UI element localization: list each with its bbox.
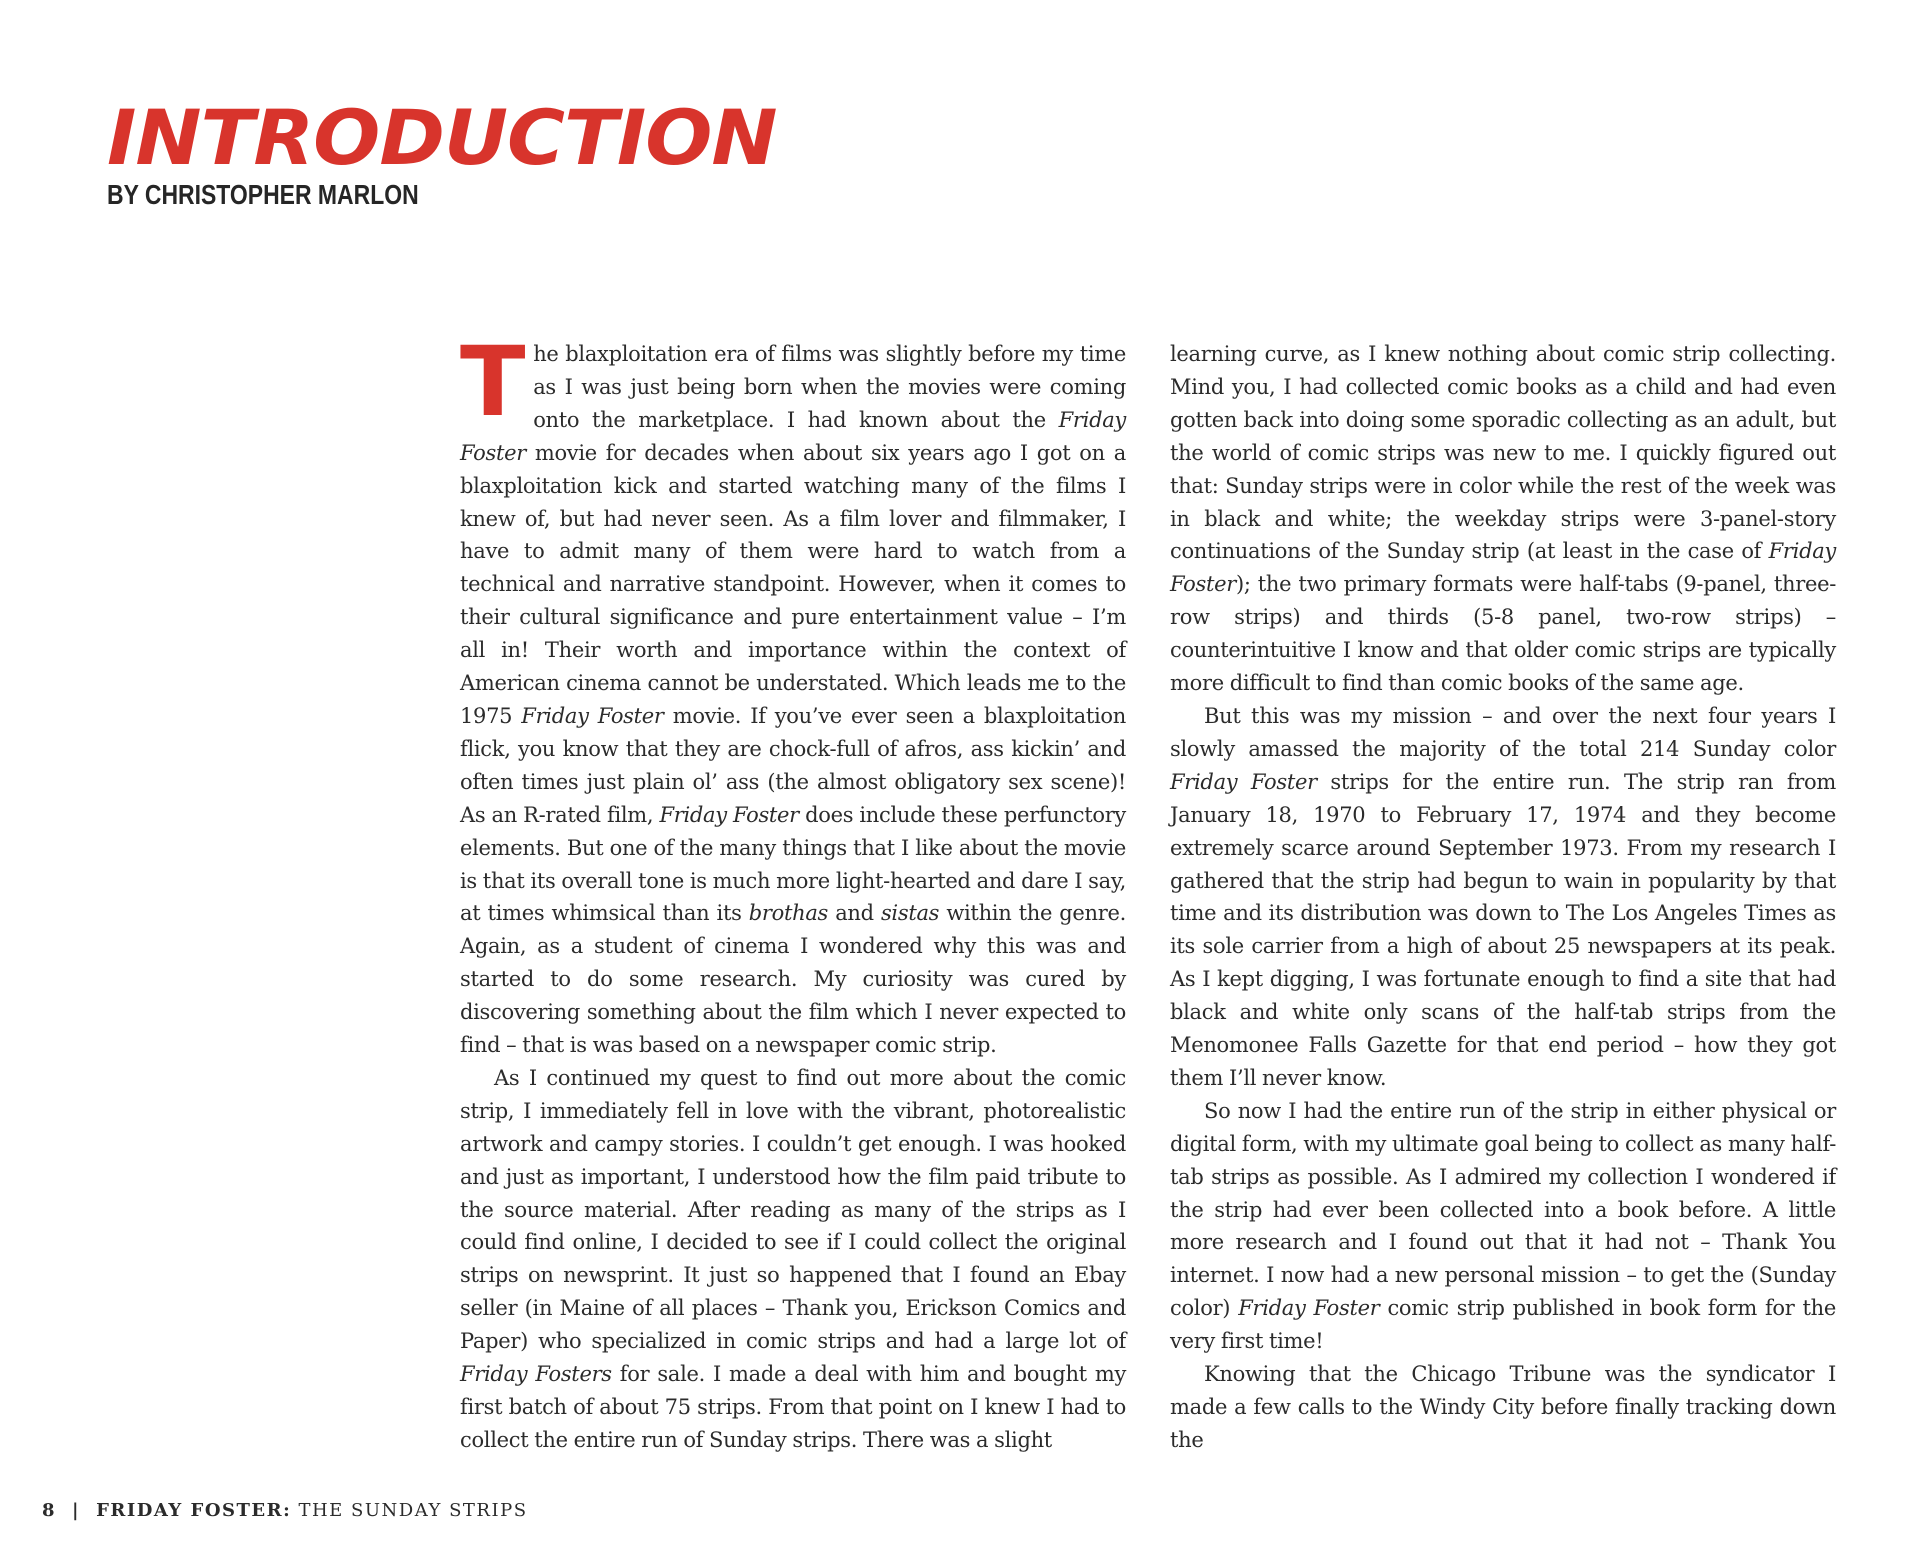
paragraph <box>1170 1358 1836 1457</box>
italic-text: Friday Foster <box>659 802 799 827</box>
article-body <box>460 326 1836 1457</box>
text-run: for sale. I made a deal with him and bought my first batch of about 75 strips. From that point on I knew I had to collect the entire run of Sunday strips. There was a slight <box>460 1362 1127 1452</box>
text-run: So now I had the entire run of the strip in either physical or digital form, with my ultimate goal being to collect as many half-tab strips as possible. As I admired my collection I wondered if the strip had ever been collected into a book before. A little more research and I found out that it had not – Thank You internet. I now had a new personal mission – to get the (Sunday color) <box>1170 1098 1836 1321</box>
text-run: ); the two primary formats were half-tabs (9-panel, three-row strips) and thirds (5-8 panel, two-row strips) – counterintuitive I know and that older comic strips are typically more difficult to find than comic books of the same age. <box>1170 572 1836 696</box>
italic-text: sistas <box>880 901 940 926</box>
page-footer <box>42 1500 528 1521</box>
text-run: movie for decades when about six years ago I got on a blaxploitation kick and started watching many of the films I knew of, but had never seen. As a film lover and filmmaker, I have to admit many of them were hard to watch from a technical and narrative standpoint. However, when it comes to their cultural significance and pure entertainment value – I’m all in! Their worth and importance within the context of American cinema cannot be understated. Which leads me to the 1975 <box>460 440 1126 728</box>
text-run: learning curve, as I knew nothing about comic strip collecting. Mind you, I had collected comic books as a child and had even gotten back into doing some sporadic collecting as an adult, but the world of comic strips was new to me. I quickly figured out that: Sunday strips were in color while the rest of the week was in black and white; the weekday strips were 3-panel-story continuations of the Sunday strip (at least in the case of <box>1170 342 1836 564</box>
page-title: INTRODUCTION <box>107 93 777 182</box>
text-column-left <box>460 326 1127 1457</box>
text-run: he blaxploitation era of films was slightly before my time as I was just being born when the movies were coming onto the marketplace. I had known about the <box>533 342 1126 432</box>
paragraph <box>1170 338 1836 700</box>
paragraph <box>1170 700 1836 1095</box>
italic-text: Friday Fosters <box>460 1362 612 1387</box>
italic-text: Friday Foster <box>1238 1296 1380 1321</box>
text-run: movie. If you’ve ever seen a blaxploitation flick, you know that they are chock-full of afros, ass kickin’ and often times just plain ol’ ass (the almost obligatory sex scene)! As an R-rated film, <box>460 703 1126 827</box>
paragraph <box>460 1062 1126 1457</box>
text-run: and <box>828 901 881 926</box>
italic-text: Friday Foster <box>1170 769 1317 794</box>
footer-separator: | <box>72 1500 81 1521</box>
italic-text: Friday Foster <box>1170 539 1836 597</box>
footer-subtitle: THE SUNDAY STRIPS <box>291 1500 528 1521</box>
page-number: 8 <box>42 1500 57 1521</box>
text-run: Knowing that the Chicago Tribune was the syndicator I made a few calls to the Windy City before finally tracking down the <box>1170 1362 1836 1452</box>
footer-book-title: FRIDAY FOSTER: <box>96 1500 292 1521</box>
text-run: As I continued my quest to find out more about the comic strip, I immediately fell in love with the vibrant, photorealistic artwork and campy stories. I couldn’t get enough. I was hooked and just as important, I understood how the film paid tribute to the source material. After reading as many of the strips as I could find online, I decided to see if I could collect the original strips on newsprint. It just so happened that I found an Ebay seller (in Maine of all places – Thank you, Erickson Comics and Paper) who specialized in comic strips and had a large lot of <box>460 1065 1126 1354</box>
italic-text: Friday Foster <box>460 407 1126 465</box>
italic-text: brothas <box>748 901 829 926</box>
text-run: But this was my mission – and over the next four years I slowly amassed the majority of the total 214 Sunday color <box>1170 703 1836 761</box>
text-run: comic strip published in book form for the very first time! <box>1170 1296 1836 1354</box>
italic-text: Friday Foster <box>521 703 664 728</box>
paragraph <box>460 326 1126 1062</box>
text-run: strips for the entire run. The strip ran from January 18, 1970 to February 17, 1974 and they become extremely scarce around September 1973. From my research I gathered that the strip had begun to wain in popularity by that time and its distribution was down to The Los Angeles Times as its sole carrier from a high of about 25 newspapers at its peak. As I kept digging, I was fortunate enough to find a site that had black and white only scans of the half-tab strips from the Menomonee Falls Gazette for that end period – how they got them I’ll never know. <box>1170 769 1836 1090</box>
author-byline: BY CHRISTOPHER MARLON <box>107 179 419 210</box>
drop-cap: T <box>460 326 526 438</box>
article-header <box>107 93 777 210</box>
text-run: does include these perfunctory elements. But one of the many things that I like about the movie is that its overall tone is much more light-hearted and dare I say, at times whimsical than its <box>460 802 1126 926</box>
text-run: within the genre. Again, as a student of cinema I wondered why this was and started to do some research. My curiosity was cured by discovering something about the film which I never expected to find – that is was based on a newspaper comic strip. <box>460 901 1126 1058</box>
text-column-right <box>1170 338 1836 1457</box>
paragraph <box>1170 1095 1836 1358</box>
